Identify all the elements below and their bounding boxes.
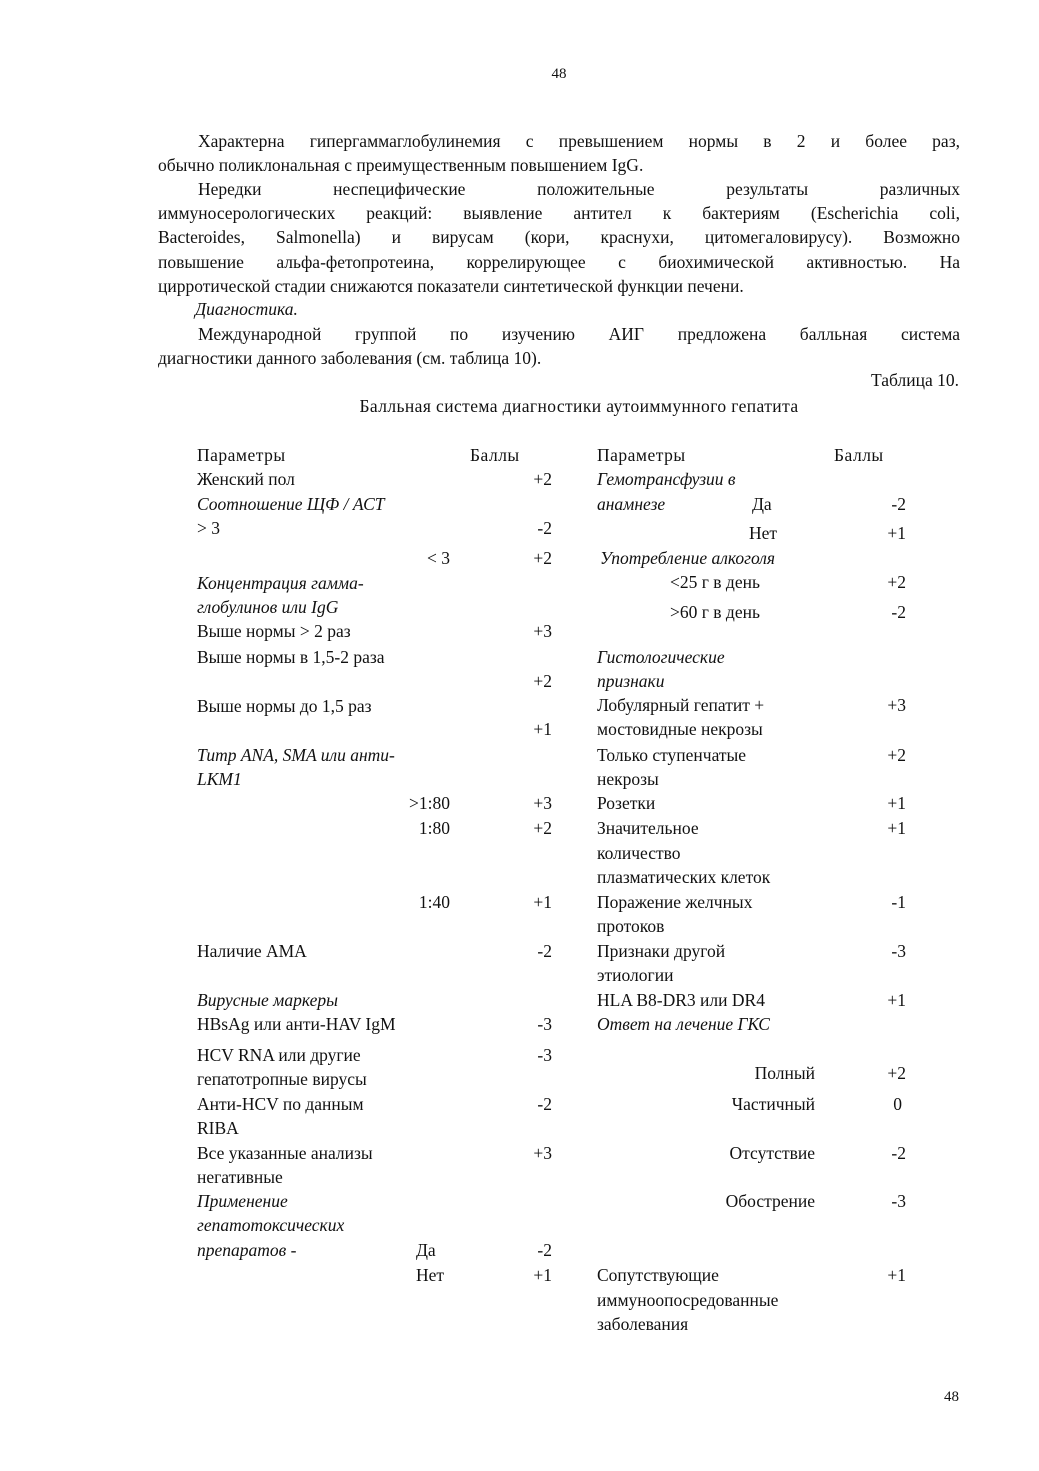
param-alcohol-lt25: <25 г в день bbox=[670, 572, 760, 592]
param-histology: Гистологические bbox=[597, 647, 725, 667]
text-line: Bacteroides, Salmonella) и вирусам (кори, краснухи, цитомегаловирусу). Возможно bbox=[158, 227, 960, 248]
text-line: обычно поликлональная с преимущественным повышением IgG. bbox=[158, 155, 644, 176]
param-hepatotoxic: гепатотоксических bbox=[197, 1215, 345, 1235]
param-plasma-cells: плазматических клеток bbox=[597, 867, 771, 887]
param-plasma-cells: количество bbox=[597, 843, 681, 863]
left-score-header: Баллы bbox=[470, 445, 520, 465]
param-transfusion-yes: Да bbox=[752, 494, 772, 514]
param-immune-diseases: заболевания bbox=[597, 1314, 689, 1334]
param-ama: Наличие AMA bbox=[197, 941, 307, 961]
param-gamma: Концентрация гамма- bbox=[197, 573, 364, 593]
param-upto-1-5: Выше нормы до 1,5 раз bbox=[197, 696, 372, 716]
score: -3 bbox=[537, 1014, 552, 1034]
score: +1 bbox=[887, 793, 906, 813]
param-alcohol-gt60: >60 г в день bbox=[670, 602, 760, 622]
param-titer-gt80: >1:80 bbox=[409, 793, 450, 813]
score: -3 bbox=[891, 941, 906, 961]
param-above-1-5: Выше нормы в 1,5-2 раза bbox=[197, 647, 385, 667]
score: +2 bbox=[533, 671, 552, 691]
param-above-2: Выше нормы > 2 раз bbox=[197, 621, 351, 641]
score: +1 bbox=[533, 1265, 552, 1285]
score: 0 bbox=[893, 1094, 902, 1114]
text-line: диагностики данного заболевания (см. таблица 10). bbox=[158, 348, 542, 369]
param-response-relapse: Обострение bbox=[725, 1191, 815, 1211]
paragraph-hypergammaglobulinemia bbox=[158, 129, 960, 177]
right-param-header: Параметры bbox=[597, 445, 686, 465]
param-response-absent: Отсутствие bbox=[729, 1143, 815, 1163]
left-param-header: Параметры bbox=[197, 445, 286, 465]
score: +2 bbox=[887, 1063, 906, 1083]
param-piecemeal: Только ступенчатые bbox=[597, 745, 747, 765]
param-anti-hcv: Анти-HCV по данным bbox=[197, 1094, 364, 1114]
param-female: Женский пол bbox=[197, 469, 295, 489]
score: +3 bbox=[533, 621, 552, 641]
param-ratio: Соотношение ЩФ / АСТ bbox=[197, 494, 385, 514]
param-transfusion: анамнезе bbox=[597, 494, 666, 514]
score: +1 bbox=[887, 818, 906, 838]
param-rosettes: Розетки bbox=[597, 793, 656, 813]
score: -3 bbox=[891, 1191, 906, 1211]
param-bile-ducts: протоков bbox=[597, 916, 665, 936]
param-hepatotoxic: препаратов - bbox=[197, 1240, 297, 1260]
param-ratio-gt3: > 3 bbox=[197, 518, 220, 538]
score: +1 bbox=[887, 990, 906, 1010]
page-number-top: 48 bbox=[551, 66, 567, 82]
param-gamma: глобулинов или IgG bbox=[197, 597, 339, 617]
score: +2 bbox=[533, 548, 552, 568]
score: +2 bbox=[533, 469, 552, 489]
table-title: Балльная система диагностики аутоиммунного гепатита bbox=[359, 396, 799, 416]
paragraph-nonspecific-results bbox=[158, 177, 960, 298]
text-line: иммуносерологических реакций: выявление антител к бактериям (Escherichia coli, bbox=[158, 203, 960, 224]
score: +2 bbox=[887, 745, 906, 765]
param-transfusion-no: Нет bbox=[749, 523, 778, 543]
right-score-header: Баллы bbox=[834, 445, 884, 465]
score: +3 bbox=[887, 695, 906, 715]
score: -3 bbox=[537, 1045, 552, 1065]
param-viral-markers: Вирусные маркеры bbox=[197, 990, 338, 1010]
score: +1 bbox=[533, 719, 552, 739]
param-bile-ducts: Поражение желчных bbox=[597, 892, 753, 912]
param-lobular: Лобулярный гепатит + bbox=[597, 695, 765, 715]
param-drug-yes: Да bbox=[416, 1240, 436, 1260]
param-alcohol: Употребление алкоголя bbox=[600, 548, 776, 568]
param-hbsag: HBsAg или анти-HAV IgM bbox=[197, 1014, 396, 1034]
score: -2 bbox=[537, 1094, 552, 1114]
score: -1 bbox=[891, 892, 906, 912]
param-all-negative: Все указанные анализы bbox=[197, 1143, 373, 1163]
score: -2 bbox=[891, 1143, 906, 1163]
param-hcv-rna: HCV RNA или другие bbox=[197, 1045, 361, 1065]
param-immune-diseases: Сопутствующие bbox=[597, 1265, 719, 1285]
score: -2 bbox=[891, 602, 906, 622]
section-heading-diagnostics: Диагностика. bbox=[195, 299, 298, 319]
text-line: Характерна гипергаммаглобулинемия с превышением нормы в 2 и более раз, bbox=[198, 131, 960, 151]
page-number-bottom: 48 bbox=[944, 1389, 959, 1405]
score: +3 bbox=[533, 1143, 552, 1163]
param-anti-hcv: RIBA bbox=[197, 1118, 239, 1138]
table-label: Таблица 10. bbox=[871, 370, 959, 390]
param-titer: LKM1 bbox=[197, 769, 242, 789]
param-other-etiology: Признаки другой bbox=[597, 941, 726, 961]
score: -2 bbox=[537, 518, 552, 538]
score: +2 bbox=[887, 572, 906, 592]
param-all-negative: негативные bbox=[197, 1167, 283, 1187]
paragraph-scoring-system bbox=[158, 322, 960, 370]
score: -2 bbox=[537, 1240, 552, 1260]
score: +3 bbox=[533, 793, 552, 813]
text-line: Международной группой по изучению АИГ предложена балльная система bbox=[198, 324, 960, 344]
param-piecemeal: некрозы bbox=[597, 769, 659, 789]
param-response-full: Полный bbox=[754, 1063, 815, 1083]
param-histology: признаки bbox=[597, 671, 665, 691]
param-plasma-cells: Значительное bbox=[597, 818, 699, 838]
param-treatment-response: Ответ на лечение ГКС bbox=[597, 1014, 770, 1034]
param-lobular: мостовидные некрозы bbox=[597, 719, 763, 739]
score: -2 bbox=[537, 941, 552, 961]
param-drug-no: Нет bbox=[416, 1265, 445, 1285]
text-line: повышение альфа-фетопротеина, коррелирующее с биохимической активностью. На bbox=[158, 251, 960, 272]
param-titer: Титр ANA, SMA или анти- bbox=[197, 745, 395, 765]
param-hcv-rna: гепатотропные вирусы bbox=[197, 1069, 367, 1089]
score: +2 bbox=[533, 818, 552, 838]
score: +1 bbox=[887, 523, 906, 543]
text-line: цирротической стадии снижаются показатели синтетической функции печени. bbox=[158, 275, 744, 296]
text-line: Нередки неспецифические положительные результаты различных bbox=[198, 179, 960, 199]
score: +1 bbox=[533, 892, 552, 912]
param-transfusion: Гемотрансфузии в bbox=[597, 469, 736, 489]
param-immune-diseases: иммуноопосредованные bbox=[597, 1290, 779, 1310]
param-hla: HLA B8-DR3 или DR4 bbox=[597, 990, 765, 1010]
param-ratio-lt3: < 3 bbox=[427, 548, 450, 568]
param-response-partial: Частичный bbox=[731, 1094, 815, 1114]
score: +1 bbox=[887, 1265, 906, 1285]
param-other-etiology: этиологии bbox=[597, 965, 674, 985]
param-titer-40: 1:40 bbox=[418, 892, 450, 912]
param-titer-80: 1:80 bbox=[418, 818, 450, 838]
param-hepatotoxic: Применение bbox=[197, 1191, 288, 1211]
score: -2 bbox=[891, 494, 906, 514]
